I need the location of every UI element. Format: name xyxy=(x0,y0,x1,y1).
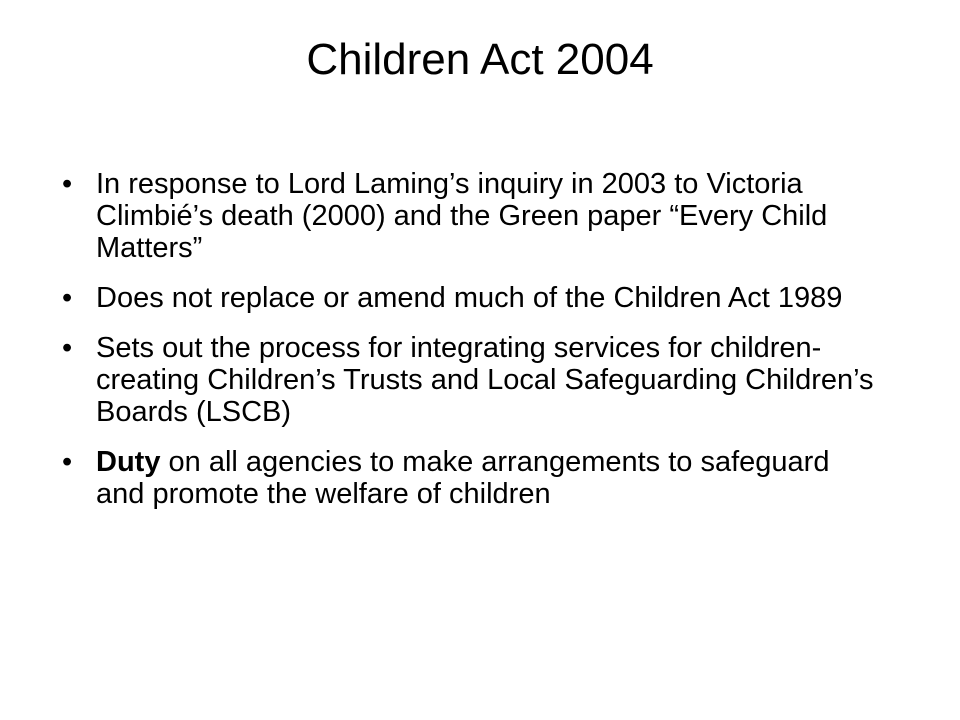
bullet-item-duty xyxy=(62,446,882,510)
slide-title: Children Act 2004 xyxy=(306,35,654,84)
bullet-item-response xyxy=(62,168,882,264)
bullet-text: Sets out the process for integrating services for children- creating Children’s Trusts and Local Safeguarding Children’s Boards (LSCB) xyxy=(96,332,874,428)
bullet-text: In response to Lord Laming’s inquiry in 2003 to Victoria Climbié’s death (2000) and the Green paper “Every Child Matters” xyxy=(96,168,828,264)
bullet-item-integrating-services xyxy=(62,332,882,428)
bullet-dot-icon: • xyxy=(62,282,73,314)
bullet-list xyxy=(62,168,882,528)
bullet-item-does-not-replace xyxy=(62,282,882,314)
bullet-text: Does not replace or amend much of the Children Act 1989 xyxy=(96,282,843,314)
bullet-lead-duty: Duty xyxy=(96,446,161,478)
bullet-dot-icon: • xyxy=(62,168,73,200)
bullet-text: on all agencies to make arrangements to safeguard and promote the welfare of children xyxy=(96,446,830,510)
bullet-dot-icon: • xyxy=(62,332,73,364)
bullet-dot-icon: • xyxy=(62,446,73,478)
